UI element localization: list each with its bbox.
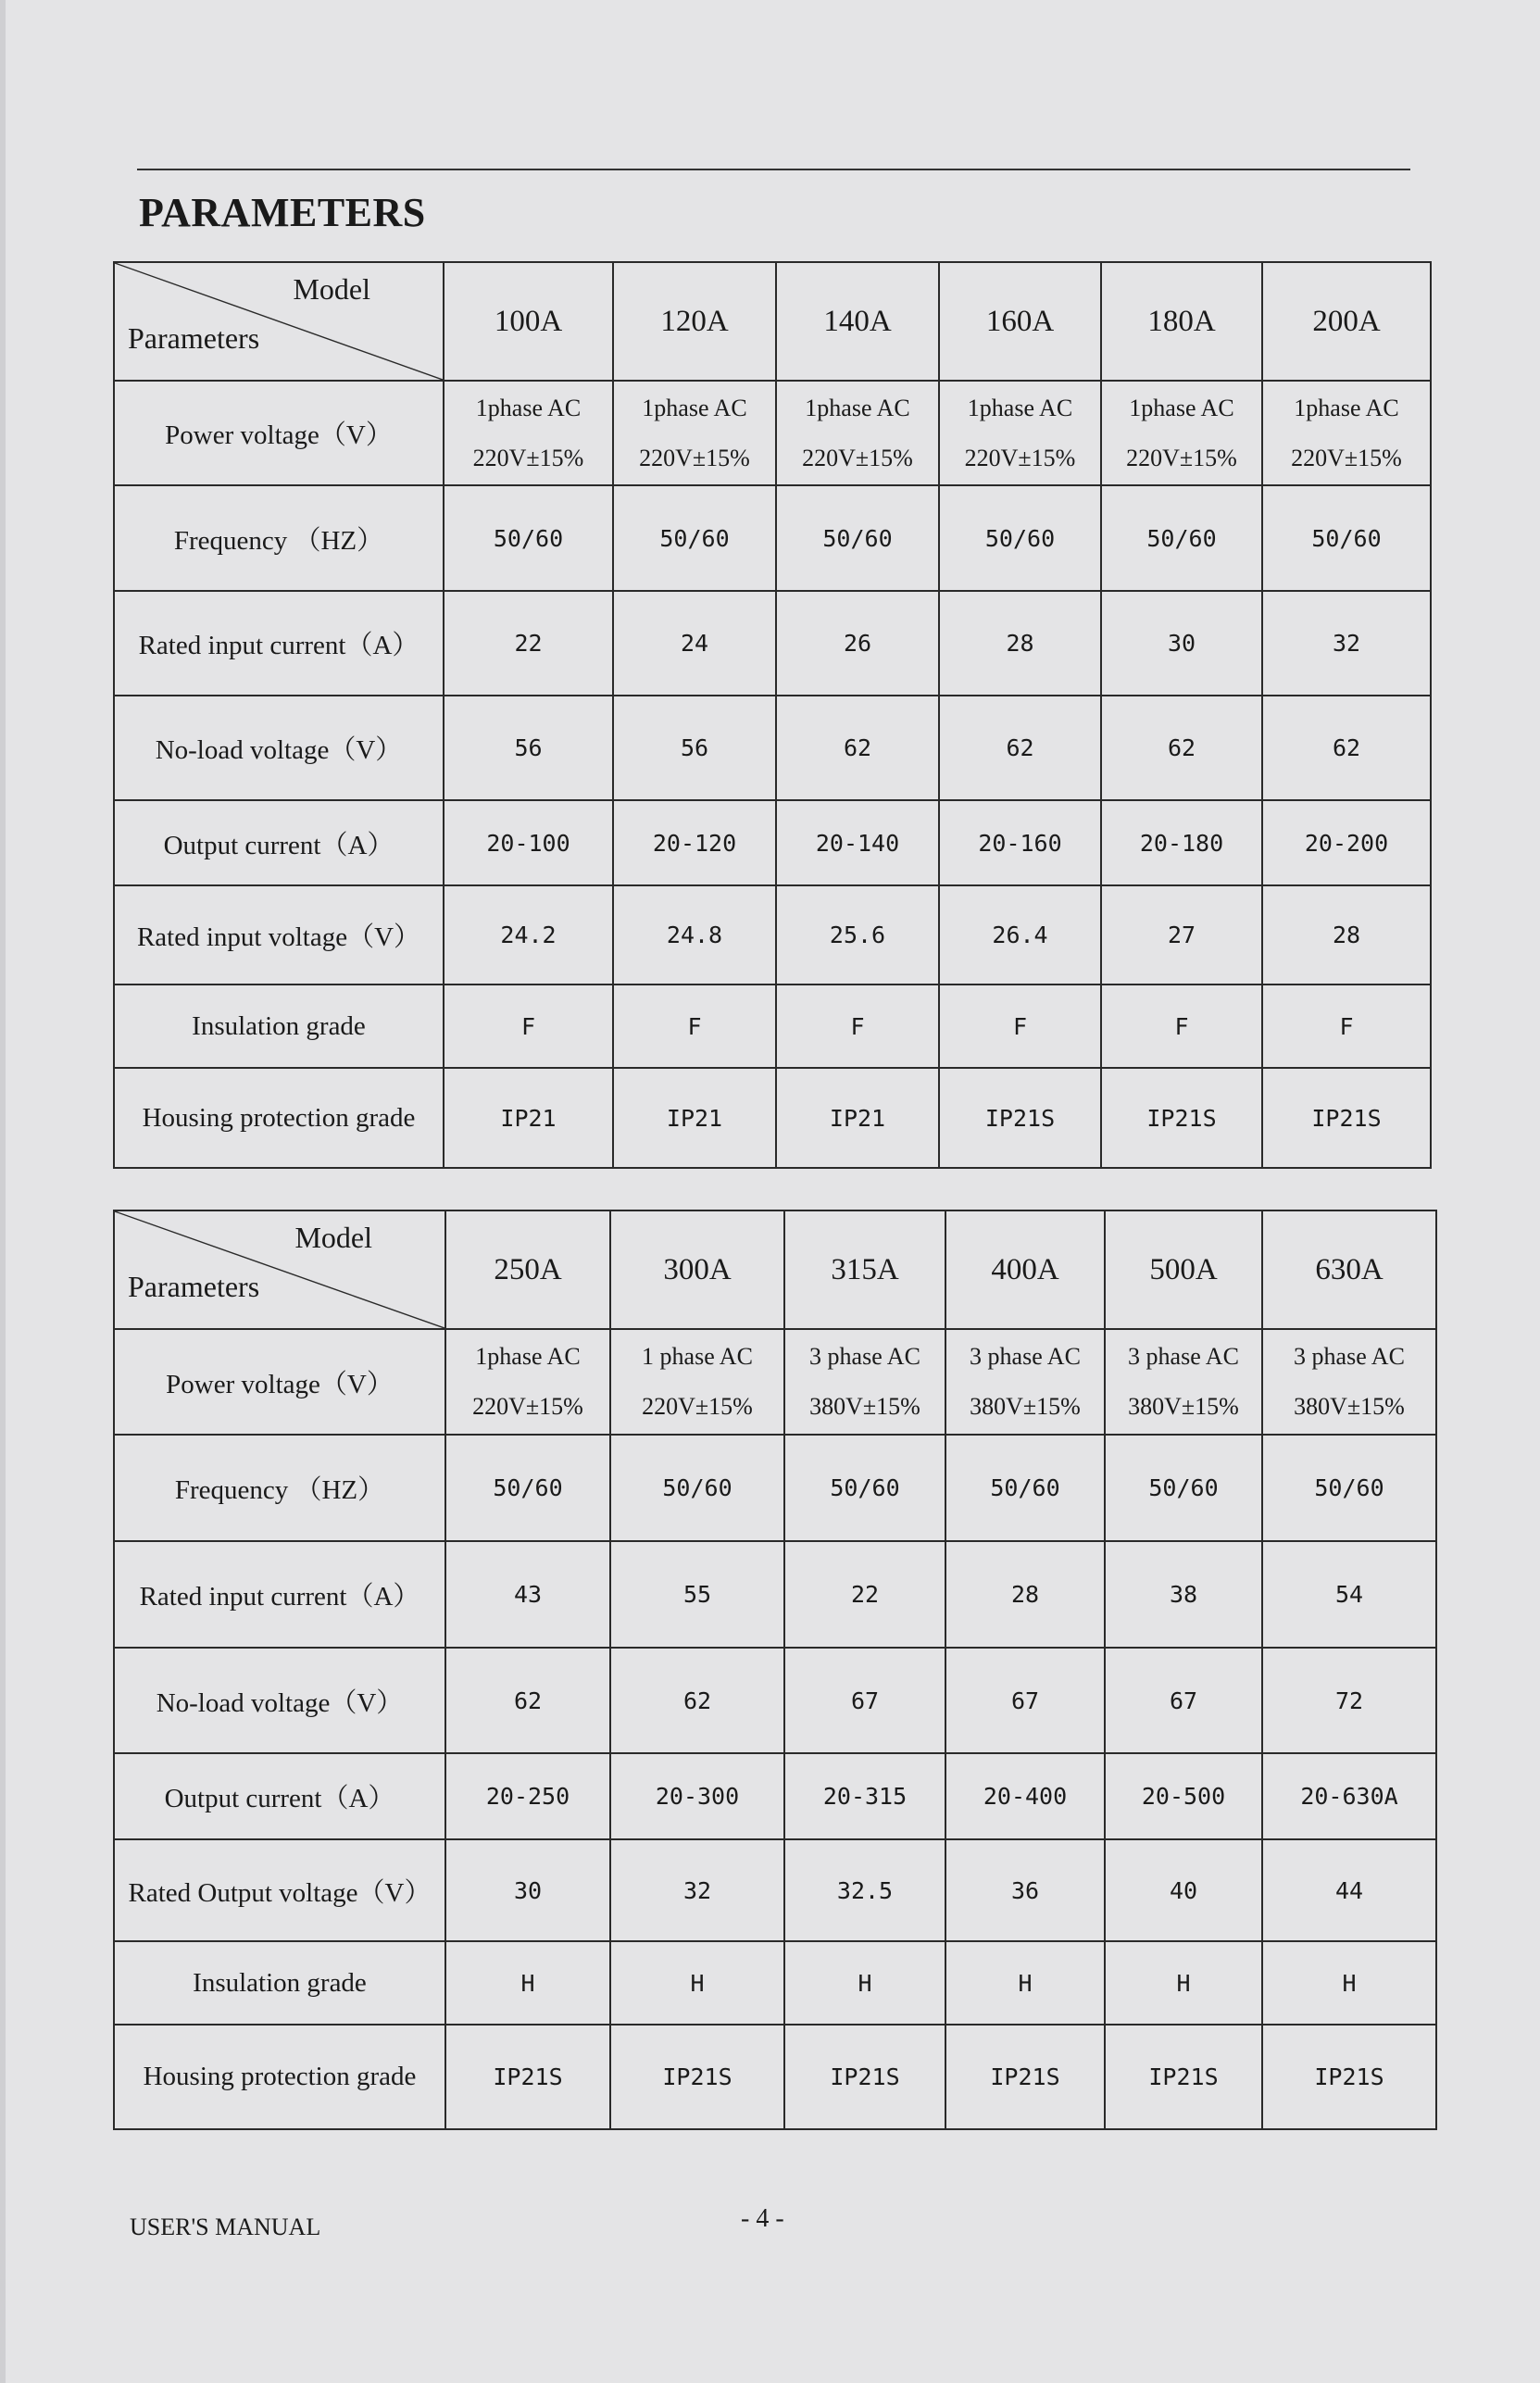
model-header: 400A [945, 1210, 1105, 1329]
voltage-text: 220V±15% [1126, 444, 1237, 471]
value-cell: 26.4 [939, 885, 1101, 985]
voltage-text: 220V±15% [639, 444, 750, 471]
value-cell: IP21S [610, 2025, 784, 2129]
power-voltage-cell [1262, 1329, 1436, 1435]
value-cell: H [1262, 1941, 1436, 2025]
row-label: No-load voltage（V） [114, 696, 444, 800]
table-row [114, 696, 1431, 800]
value-cell: IP21S [945, 2025, 1105, 2129]
phase-text: 1phase AC [1294, 394, 1399, 421]
value-cell: 20-100 [444, 800, 613, 885]
value-cell: IP21S [1262, 2025, 1436, 2129]
value-cell: 50/60 [610, 1435, 784, 1541]
model-header: 300A [610, 1210, 784, 1329]
voltage-text: 220V±15% [802, 444, 913, 471]
value-cell: IP21S [1105, 2025, 1262, 2129]
model-header: 200A [1262, 262, 1431, 381]
value-cell: 40 [1105, 1839, 1262, 1941]
value-cell: 62 [445, 1648, 610, 1753]
value-cell: 50/60 [1101, 485, 1262, 591]
table-row [114, 381, 1431, 485]
value-cell: 20-630A [1262, 1753, 1436, 1839]
value-cell: 67 [784, 1648, 945, 1753]
value-cell: 20-500 [1105, 1753, 1262, 1839]
row-label: Rated Output voltage（V） [114, 1839, 445, 1941]
value-cell: 20-300 [610, 1753, 784, 1839]
header-row [114, 1210, 1436, 1329]
row-label: Rated input current（A） [114, 1541, 445, 1648]
value-cell: 50/60 [939, 485, 1101, 591]
phase-text: 1phase AC [642, 394, 747, 421]
row-label: Insulation grade [114, 1941, 445, 2025]
table-row [114, 2025, 1436, 2129]
table-row [114, 1753, 1436, 1839]
value-cell: 30 [445, 1839, 610, 1941]
phase-text: 1phase AC [1129, 394, 1234, 421]
value-cell: 62 [1262, 696, 1431, 800]
model-header: 100A [444, 262, 613, 381]
row-label: Frequency （HZ） [114, 1435, 445, 1541]
table-row [114, 1435, 1436, 1541]
table-row [114, 885, 1431, 985]
header-rule [137, 169, 1410, 170]
row-label: Housing protection grade [114, 1068, 444, 1168]
value-cell: 28 [945, 1541, 1105, 1648]
value-cell: 54 [1262, 1541, 1436, 1648]
value-cell: 62 [1101, 696, 1262, 800]
page-number: - 4 - [741, 2204, 784, 2233]
value-cell: 28 [939, 591, 1101, 696]
power-voltage-cell [1105, 1329, 1262, 1435]
voltage-text: 220V±15% [642, 1393, 753, 1420]
corner-parameters-label: Parameters [128, 321, 260, 355]
table-row [114, 1329, 1436, 1435]
value-cell: IP21S [939, 1068, 1101, 1168]
phase-text: 1phase AC [475, 394, 582, 421]
value-cell: 44 [1262, 1839, 1436, 1941]
value-cell: H [1105, 1941, 1262, 2025]
value-cell: 20-160 [939, 800, 1101, 885]
value-cell: IP21S [1262, 1068, 1431, 1168]
value-cell: 62 [776, 696, 939, 800]
table-row [114, 1541, 1436, 1648]
corner-cell [114, 262, 444, 381]
value-cell: 50/60 [776, 485, 939, 591]
table-row [114, 800, 1431, 885]
power-voltage-cell [1262, 381, 1431, 485]
voltage-text: 380V±15% [1128, 1393, 1239, 1420]
table-row [114, 1648, 1436, 1753]
value-cell: 43 [445, 1541, 610, 1648]
corner-cell [114, 1210, 445, 1329]
power-voltage-cell [939, 381, 1101, 485]
row-label: Housing protection grade [114, 2025, 445, 2129]
power-voltage-cell [776, 381, 939, 485]
model-header: 120A [613, 262, 776, 381]
table-row [114, 1941, 1436, 2025]
value-cell: 20-250 [445, 1753, 610, 1839]
value-cell: F [1101, 985, 1262, 1068]
value-cell: IP21S [1101, 1068, 1262, 1168]
header-row [114, 262, 1431, 381]
power-voltage-cell [613, 381, 776, 485]
voltage-text: 220V±15% [472, 444, 584, 471]
power-voltage-cell [445, 1329, 610, 1435]
value-cell: 22 [444, 591, 613, 696]
value-cell: 50/60 [784, 1435, 945, 1541]
value-cell: 38 [1105, 1541, 1262, 1648]
row-label: Rated input voltage（V） [114, 885, 444, 985]
value-cell: 50/60 [1262, 485, 1431, 591]
model-header: 180A [1101, 262, 1262, 381]
value-cell: F [1262, 985, 1431, 1068]
value-cell: H [610, 1941, 784, 2025]
row-label: No-load voltage（V） [114, 1648, 445, 1753]
value-cell: F [613, 985, 776, 1068]
corner-model-label: Model [293, 272, 370, 306]
value-cell: 27 [1101, 885, 1262, 985]
value-cell: 50/60 [445, 1435, 610, 1541]
model-header: 140A [776, 262, 939, 381]
phase-text: 1 phase AC [642, 1343, 753, 1370]
value-cell: F [939, 985, 1101, 1068]
value-cell: 22 [784, 1541, 945, 1648]
power-voltage-cell [1101, 381, 1262, 485]
value-cell: 50/60 [613, 485, 776, 591]
page-edge [0, 0, 6, 2383]
voltage-text: 380V±15% [809, 1393, 920, 1420]
value-cell: 20-400 [945, 1753, 1105, 1839]
value-cell: 62 [939, 696, 1101, 800]
model-header: 315A [784, 1210, 945, 1329]
value-cell: 56 [444, 696, 613, 800]
table-row [114, 1068, 1431, 1168]
voltage-text: 220V±15% [472, 1393, 583, 1420]
value-cell: 50/60 [1105, 1435, 1262, 1541]
power-voltage-cell [784, 1329, 945, 1435]
value-cell: F [776, 985, 939, 1068]
table-row [114, 591, 1431, 696]
value-cell: IP21S [784, 2025, 945, 2129]
value-cell: 24.8 [613, 885, 776, 985]
value-cell: 30 [1101, 591, 1262, 696]
value-cell: 28 [1262, 885, 1431, 985]
power-voltage-cell [945, 1329, 1105, 1435]
model-header: 630A [1262, 1210, 1436, 1329]
value-cell: IP21S [445, 2025, 610, 2129]
phase-text: 3 phase AC [1294, 1343, 1405, 1370]
row-label: Rated input current（A） [114, 591, 444, 696]
value-cell: H [784, 1941, 945, 2025]
phase-text: 3 phase AC [809, 1343, 920, 1370]
voltage-text: 220V±15% [1291, 444, 1402, 471]
model-header: 500A [1105, 1210, 1262, 1329]
value-cell: 20-180 [1101, 800, 1262, 885]
power-voltage-cell [610, 1329, 784, 1435]
value-cell: 20-200 [1262, 800, 1431, 885]
value-cell: F [444, 985, 613, 1068]
table-row [114, 1839, 1436, 1941]
page-title: PARAMETERS [139, 190, 426, 235]
table-row [114, 485, 1431, 591]
value-cell: IP21 [444, 1068, 613, 1168]
table-row [114, 985, 1431, 1068]
value-cell: 56 [613, 696, 776, 800]
value-cell: H [445, 1941, 610, 2025]
row-label: Frequency （HZ） [114, 485, 444, 591]
value-cell: 62 [610, 1648, 784, 1753]
voltage-text: 220V±15% [964, 444, 1076, 471]
value-cell: 24.2 [444, 885, 613, 985]
value-cell: 50/60 [444, 485, 613, 591]
model-header: 160A [939, 262, 1101, 381]
phase-text: 3 phase AC [1128, 1343, 1239, 1370]
value-cell: H [945, 1941, 1105, 2025]
row-label: Power voltage（V） [114, 1329, 445, 1435]
value-cell: 67 [945, 1648, 1105, 1753]
voltage-text: 380V±15% [970, 1393, 1081, 1420]
phase-text: 1phase AC [967, 394, 1073, 421]
parameters-table-2 [113, 1210, 1437, 2130]
value-cell: 24 [613, 591, 776, 696]
value-cell: 50/60 [1262, 1435, 1436, 1541]
row-label: Output current（A） [114, 1753, 445, 1839]
model-header: 250A [445, 1210, 610, 1329]
voltage-text: 380V±15% [1294, 1393, 1405, 1420]
value-cell: 50/60 [945, 1435, 1105, 1541]
value-cell: 72 [1262, 1648, 1436, 1753]
value-cell: 20-120 [613, 800, 776, 885]
value-cell: 26 [776, 591, 939, 696]
corner-model-label: Model [294, 1221, 372, 1254]
value-cell: 32 [610, 1839, 784, 1941]
value-cell: 67 [1105, 1648, 1262, 1753]
value-cell: 32.5 [784, 1839, 945, 1941]
phase-text: 3 phase AC [970, 1343, 1081, 1370]
value-cell: 36 [945, 1839, 1105, 1941]
value-cell: 55 [610, 1541, 784, 1648]
phase-text: 1phase AC [475, 1343, 581, 1370]
row-label: Insulation grade [114, 985, 444, 1068]
footer-manual-label: USER'S MANUAL [130, 2214, 321, 2240]
power-voltage-cell [444, 381, 613, 485]
row-label: Power voltage（V） [114, 381, 444, 485]
value-cell: 20-315 [784, 1753, 945, 1839]
value-cell: IP21 [776, 1068, 939, 1168]
corner-parameters-label: Parameters [128, 1270, 260, 1303]
value-cell: 20-140 [776, 800, 939, 885]
value-cell: 25.6 [776, 885, 939, 985]
parameters-table-1 [113, 261, 1432, 1169]
value-cell: 32 [1262, 591, 1431, 696]
phase-text: 1phase AC [805, 394, 910, 421]
row-label: Output current（A） [114, 800, 444, 885]
value-cell: IP21 [613, 1068, 776, 1168]
